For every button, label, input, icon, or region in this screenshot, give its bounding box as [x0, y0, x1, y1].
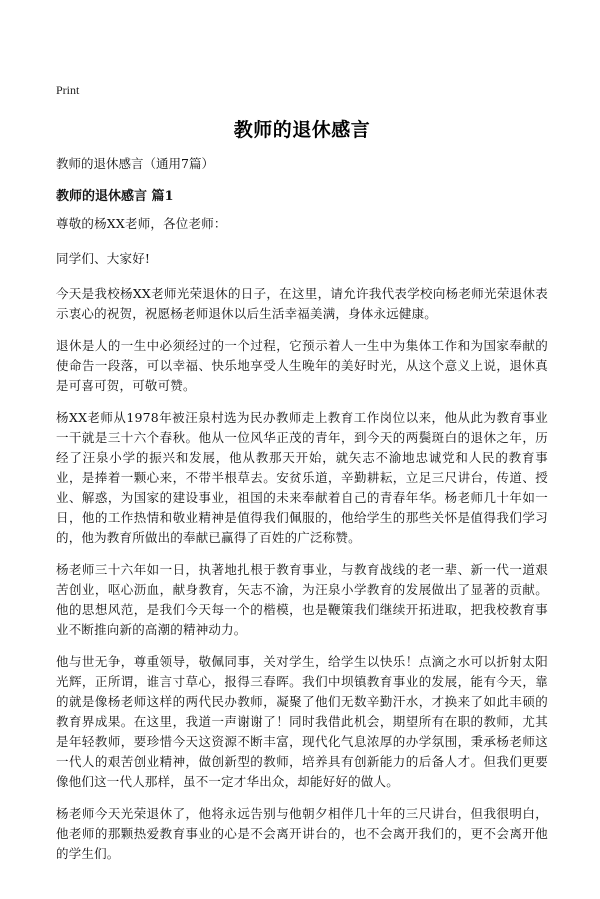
body-paragraph: 今天是我校杨XX老师光荣退休的日子，在这里，请允许我代表学校向杨老师光荣退休表示衷心的祝贺，祝愿杨老师退休以后生活幸福美满，身体永远健康。 [56, 286, 548, 321]
body-paragraph: 杨老师今天光荣退休了，他将永远告别与他朝夕相伴几十年的三尺讲台，但我很明白，他老师的那颗热爱教育事业的心是不会离开讲台的，也不会离开我们的，更不会离开他的学生们。 [56, 806, 548, 861]
page-title: 教师的退休感言 [233, 119, 371, 141]
body-paragraph: 杨老师三十六年如一日，执著地扎根于教育事业，与教育战线的老一辈、新一代一道艰苦创业，呕心沥血，献身教育，矢志不渝，为汪泉小学教育的发展做出了显著的贡献。他的思想风范，是我们今天每一个的楷模，也是鞭策我们继续开拓进取，把我校教育事业不断推向新的高潮的精神动力。 [56, 562, 548, 637]
article-body [56, 214, 548, 876]
print-label: Print [56, 83, 80, 97]
body-paragraph: 退休是人的一生中必须经过的一个过程，它预示着人一生中为集体工作和为国家奉献的使命告一段落，可以幸福、快乐地享受人生晚年的美好时光，从这个意义上说，退休真是可喜可贺，可敬可赞。 [56, 338, 548, 393]
greeting-line: 尊敬的杨XX老师，各位老师： [56, 216, 227, 231]
greeting-line: 同学们、大家好! [56, 251, 151, 266]
document-page [56, 0, 548, 899]
body-paragraph: 他与世无争，尊重领导，敬佩同事，关对学生，给学生以快乐！点滴之水可以折射太阳光辉，正所谓，谁言寸草心，报得三春晖。我们中坝镇教育事业的发展，能有今天，靠的就是像杨老师这样的两代民办教师，凝聚了他们无数辛勤汗水，才换来了如此丰硕的教育界成果。在这里，我道一声谢谢了！同时我借此机会，期望所有在职的教师，尤其是年轻教师，要珍惜今天这资源不断丰富，现代化气息浓厚的办学氛围，秉承杨老师这一代人的艰苦创业精神，做创新型的教师，培养具有创新能力的后备人才。但我们更要像他们这一代人那样，虽不一定才华出众，却能好好的做人。 [56, 654, 548, 789]
document-subtitle: 教师的退休感言（通用7篇） [56, 156, 214, 171]
section-heading: 教师的退休感言 篇1 [56, 189, 174, 204]
body-paragraph: 杨XX老师从1978年被汪泉村选为民办教师走上教育工作岗位以来，他从此为教育事业一干就是三十六个春秋。他从一位风华正茂的青年，到今天的两鬓斑白的退休之年，历经了汪泉小学的振兴和发展，他从教那天开始，就矢志不渝地忠诚党和人民的教育事业，是捧着一颗心来，不带半根草去。安贫乐道，辛勤耕耘，立足三尺讲台，传道、授业、解惑，为国家的建设事业，祖国的未来奉献着自己的青春年华。杨老师几十年如一日，他的工作热情和敬业精神是值得我们佩服的，他给学生的那些关怀是值得我们学习的，他为教育所做出的奉献已赢得了百姓的广泛称赞。 [56, 410, 548, 545]
